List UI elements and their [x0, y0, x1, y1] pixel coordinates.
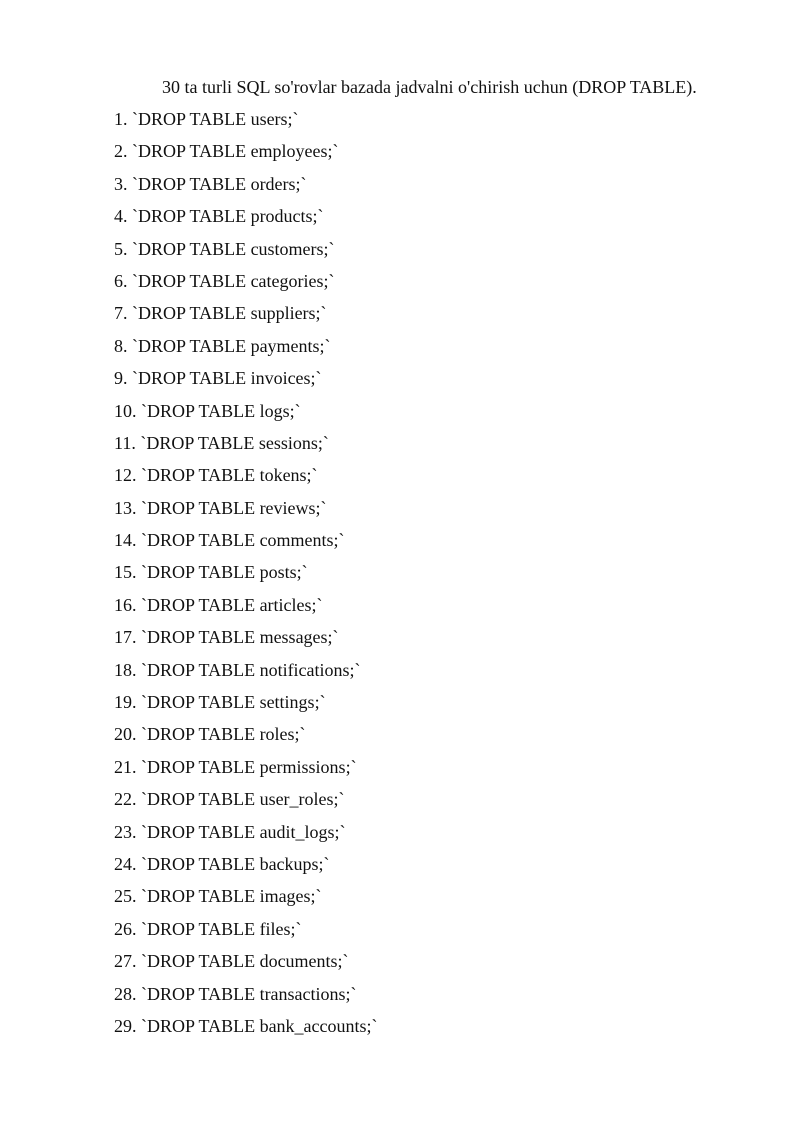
list-item: 8. `DROP TABLE payments;`: [114, 335, 331, 356]
list-item: 4. `DROP TABLE products;`: [114, 206, 324, 227]
list-item: 17. `DROP TABLE messages;`: [114, 627, 339, 648]
list-item: 7. `DROP TABLE suppliers;`: [114, 303, 327, 324]
list-item: 27. `DROP TABLE documents;`: [114, 951, 349, 972]
list-item: 9. `DROP TABLE invoices;`: [114, 368, 322, 389]
list-item: 28. `DROP TABLE transactions;`: [114, 983, 357, 1004]
list-item: 24. `DROP TABLE backups;`: [114, 853, 330, 874]
document-heading: 30 ta turli SQL so'rovlar bazada jadvalni o'chirish uchun (DROP TABLE).: [162, 77, 697, 97]
list-item: 15. `DROP TABLE posts;`: [114, 562, 308, 583]
list-item: 20. `DROP TABLE roles;`: [114, 724, 306, 745]
list-item: 1. `DROP TABLE users;`: [114, 109, 299, 129]
list-item: 11. `DROP TABLE sessions;`: [114, 432, 329, 453]
list-item: 6. `DROP TABLE categories;`: [114, 270, 335, 291]
drop-table-list: [114, 108, 378, 1047]
list-item: 12. `DROP TABLE tokens;`: [114, 465, 318, 486]
list-item: 19. `DROP TABLE settings;`: [114, 692, 326, 713]
list-item: 26. `DROP TABLE files;`: [114, 918, 302, 939]
list-item: 2. `DROP TABLE employees;`: [114, 141, 339, 162]
list-item: 13. `DROP TABLE reviews;`: [114, 497, 327, 518]
list-item: 21. `DROP TABLE permissions;`: [114, 756, 357, 777]
list-item: 18. `DROP TABLE notifications;`: [114, 659, 361, 680]
list-item: 10. `DROP TABLE logs;`: [114, 400, 301, 421]
list-item: 29. `DROP TABLE bank_accounts;`: [114, 1015, 378, 1036]
list-item: 14. `DROP TABLE comments;`: [114, 530, 345, 551]
list-item: 16. `DROP TABLE articles;`: [114, 594, 323, 615]
list-item: 22. `DROP TABLE user_roles;`: [114, 789, 345, 810]
list-item: 23. `DROP TABLE audit_logs;`: [114, 821, 346, 842]
list-item: 5. `DROP TABLE customers;`: [114, 238, 335, 259]
list-item: 3. `DROP TABLE orders;`: [114, 173, 307, 194]
list-item: 25. `DROP TABLE images;`: [114, 886, 322, 907]
